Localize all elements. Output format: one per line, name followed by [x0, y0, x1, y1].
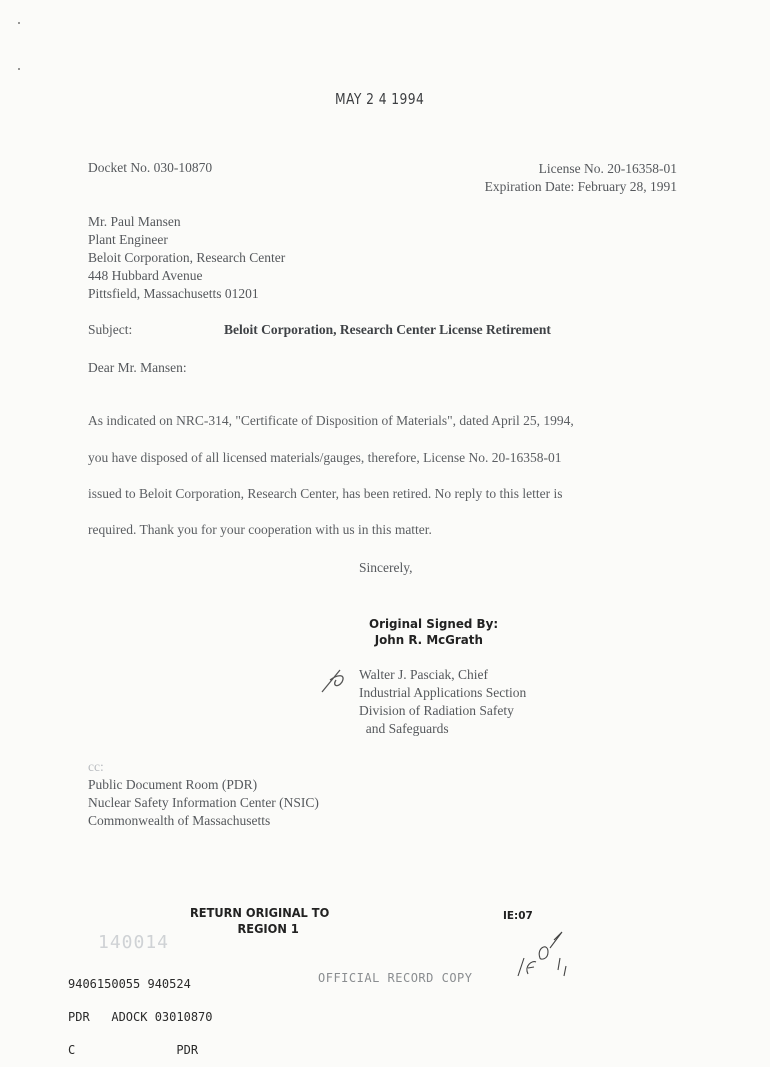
cc-label: cc:: [88, 759, 104, 774]
recipient-address: [88, 213, 285, 303]
scan-speck: [18, 22, 20, 24]
body-line: required. Thank you for your cooperation with us in this matter.: [88, 522, 432, 537]
original-signed-stamp: [369, 616, 498, 648]
docket-number: Docket No. 030-10870: [88, 160, 213, 175]
return-stamp-line: RETURN ORIGINAL TO: [190, 906, 330, 920]
salutation: Dear Mr. Mansen:: [88, 360, 187, 375]
ie-code-stamp: IE:07: [503, 909, 533, 922]
recipient-line: Pittsfield, Massachusetts 01201: [88, 286, 259, 301]
record-code-line: C PDR: [68, 1043, 199, 1057]
body-line: you have disposed of all licensed materials/gauges, therefore, License No. 20-16358-01: [88, 450, 562, 465]
cc-line: Nuclear Safety Information Center (NSIC): [88, 795, 319, 810]
record-code-line: 9406150055 940524: [68, 977, 191, 991]
body-line: issued to Beloit Corporation, Research Center, has been retired. No reply to this letter is: [88, 486, 563, 501]
recipient-line: Beloit Corporation, Research Center: [88, 250, 286, 265]
return-stamp-line: REGION 1: [237, 922, 299, 936]
signatory-block: [359, 666, 526, 738]
signatory-line: Walter J. Pasciak, Chief: [359, 667, 489, 682]
date-stamp: MAY 2 4 1994: [335, 90, 425, 108]
recipient-line: Plant Engineer: [88, 232, 168, 247]
signatory-line: and Safeguards: [359, 721, 449, 736]
license-number: License No. 20-16358-01: [538, 161, 677, 176]
subject-text: Beloit Corporation, Research Center License Retirement: [224, 322, 551, 337]
record-code-line: PDR ADOCK 03010870: [68, 1010, 213, 1024]
record-codes: [68, 957, 213, 1067]
signed-stamp-line: Original Signed By:: [369, 616, 499, 631]
cc-line: Public Document Room (PDR): [88, 777, 258, 792]
cc-block: [88, 758, 319, 830]
closing: Sincerely,: [359, 560, 413, 575]
subject-label: Subject:: [88, 322, 133, 337]
initials-mark: [318, 660, 358, 696]
handwritten-ie07-note: [510, 918, 580, 988]
return-original-stamp: [190, 905, 329, 937]
signatory-line: Industrial Applications Section: [359, 685, 527, 700]
ghost-number: 140014: [98, 932, 170, 953]
official-record-copy: OFFICIAL RECORD COPY: [318, 971, 473, 985]
license-block: [485, 160, 677, 196]
recipient-line: Mr. Paul Mansen: [88, 214, 181, 229]
scan-speck: [18, 68, 20, 70]
expiration-date: Expiration Date: February 28, 1991: [484, 179, 677, 194]
body-line: As indicated on NRC-314, "Certificate of Disposition of Materials", dated April 25, 1994,: [88, 413, 574, 428]
signed-stamp-line: John R. McGrath: [374, 632, 483, 647]
cc-line: Commonwealth of Massachusetts: [88, 813, 271, 828]
signatory-line: Division of Radiation Safety: [359, 703, 514, 718]
recipient-line: 448 Hubbard Avenue: [88, 268, 203, 283]
